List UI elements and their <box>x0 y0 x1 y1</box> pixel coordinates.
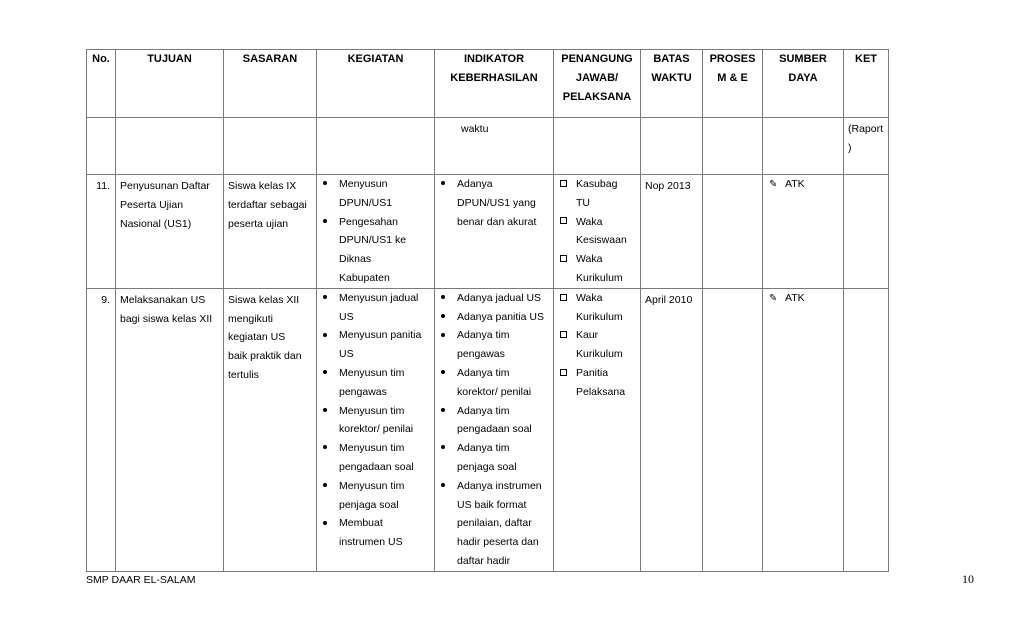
list-item-line: Kurikulum <box>576 310 623 323</box>
list-item-line: korektor/ penilai <box>457 385 532 398</box>
list-item-line: penilaian, daftar <box>457 517 532 530</box>
list-item-line: Kurikulum <box>576 271 623 284</box>
list-item <box>435 289 553 308</box>
cell-sumber <box>763 118 844 175</box>
bullet-list <box>317 289 434 552</box>
bullet-dot-icon <box>323 439 335 458</box>
cell-no <box>87 118 116 175</box>
list-item-line: Adanya tim <box>457 442 510 455</box>
list-item-line: Kaur <box>576 329 599 342</box>
header-proses: PROSES M & E <box>703 50 763 118</box>
checkbox-bullet-icon <box>560 213 572 232</box>
cell-indikator <box>435 288 554 571</box>
cell-kegiatan <box>317 288 435 571</box>
cell-tujuan <box>116 118 224 175</box>
list-item-line: US <box>339 310 354 323</box>
header-penanggung-jawab: PENANGUNG JAWAB/ PELAKSANA <box>554 50 641 118</box>
cell-indikator <box>435 175 554 289</box>
list-item-line: DPUN/US1 yang <box>457 196 536 209</box>
list-item-line: hadir peserta dan <box>457 536 539 549</box>
list-item <box>435 308 553 327</box>
text-line: Melaksanakan US <box>120 293 206 306</box>
list-item <box>317 289 434 327</box>
cell-proses <box>703 118 763 175</box>
list-item <box>317 213 434 288</box>
list-item <box>435 402 553 440</box>
list-item <box>317 477 434 515</box>
bullet-dot-icon <box>323 326 335 345</box>
list-item-line: Kesiswaan <box>576 234 627 247</box>
list-item-line: benar dan akurat <box>457 215 537 228</box>
cell-batas: Nop 2013 <box>641 175 703 289</box>
bullet-dot-icon <box>323 477 335 496</box>
list-item-line: US baik format <box>457 498 527 511</box>
ket-line: (Raport <box>848 123 884 135</box>
list-item <box>763 175 843 194</box>
cell-indikator: waktu <box>435 118 554 175</box>
text-line: peserta ujian <box>228 217 289 230</box>
list-item-line: DPUN/US1 <box>339 196 393 209</box>
text-line: kegiatan US <box>228 331 286 344</box>
cell-no: 11. <box>87 175 116 289</box>
cell-penanggung <box>554 288 641 571</box>
list-item-line: Adanya jadual US <box>457 291 542 304</box>
bullet-list <box>554 175 640 288</box>
list-item-line: pengawas <box>339 385 387 398</box>
lines <box>116 289 223 329</box>
cell-sasaran <box>224 118 317 175</box>
list-item-line: Menyusun jadual <box>339 291 419 304</box>
list-item-line: Diknas <box>339 253 372 266</box>
header-sumber-daya: SUMBER DAYA <box>763 50 844 118</box>
list-item <box>317 364 434 402</box>
text-line: tertulis <box>228 368 259 381</box>
list-item <box>554 364 640 402</box>
list-item-line: ATK <box>785 291 805 304</box>
cell-kegiatan <box>317 175 435 289</box>
list-item-line: Menyusun panitia <box>339 329 422 342</box>
list-item <box>554 175 640 213</box>
table-row <box>87 288 889 571</box>
list-item-line: Adanya tim <box>457 404 510 417</box>
list-item-line: Menyusun tim <box>339 366 405 379</box>
list-item-line: daftar hadir <box>457 554 511 567</box>
list-item-line: Pengesahan <box>339 215 398 228</box>
bullet-list <box>763 289 843 308</box>
bullet-dot-icon <box>441 477 453 496</box>
list-item-line: Adanya tim <box>457 329 510 342</box>
list-item-line: Kabupaten <box>339 271 390 284</box>
list-item-line: Kurikulum <box>576 348 623 361</box>
text-line: Siswa kelas IX <box>228 180 297 192</box>
bullet-dot-icon <box>323 402 335 421</box>
cell-batas: April 2010 <box>641 288 703 571</box>
list-item-line: DPUN/US1 ke <box>339 234 407 247</box>
bullet-dot-icon <box>323 213 335 232</box>
list-item <box>317 514 434 552</box>
list-item <box>435 175 553 231</box>
list-item <box>554 213 640 251</box>
list-item-line: Adanya instrumen <box>457 479 542 492</box>
list-item-line: Adanya panitia US <box>457 310 544 323</box>
list-item-line: TU <box>576 196 590 209</box>
bullet-dot-icon <box>441 364 453 383</box>
lines <box>116 175 223 233</box>
bullet-list <box>435 289 553 571</box>
cell-tujuan <box>116 288 224 571</box>
lines <box>224 175 316 233</box>
list-item <box>317 402 434 440</box>
program-table <box>86 49 889 572</box>
text-line: Siswa kelas XII <box>228 293 300 306</box>
list-item-line: Adanya <box>457 178 493 190</box>
text-line: Nasional (US1) <box>120 217 192 230</box>
list-item-line: Waka <box>576 215 603 228</box>
cell-ket <box>844 175 889 289</box>
list-item-line: pengawas <box>457 348 505 361</box>
list-item-line: pengadaan soal <box>457 423 532 436</box>
text-line: baik praktik dan <box>228 350 302 363</box>
ket-line: ) <box>848 141 852 154</box>
list-item <box>435 364 553 402</box>
list-item-line: Menyusun tim <box>339 404 405 417</box>
list-item <box>317 175 434 213</box>
table-row <box>87 118 889 175</box>
list-item <box>435 326 553 364</box>
cell-proses <box>703 288 763 571</box>
cell-sumber <box>763 288 844 571</box>
text-line: bagi siswa kelas XII <box>120 312 213 325</box>
header-kegiatan: KEGIATAN <box>317 50 435 118</box>
list-item-line: Waka <box>576 291 603 304</box>
cell-sasaran <box>224 288 317 571</box>
cell-kegiatan <box>317 118 435 175</box>
cell-sasaran <box>224 175 317 289</box>
list-item-line: Menyusun tim <box>339 479 405 492</box>
list-item <box>554 326 640 364</box>
bullet-dot-icon <box>441 439 453 458</box>
list-item-line: instrumen US <box>339 536 403 549</box>
table-row <box>87 175 889 289</box>
header-no: No. <box>87 50 116 118</box>
bullet-dot-icon <box>323 289 335 308</box>
cell-ket <box>844 288 889 571</box>
list-item-line: pengadaan soal <box>339 460 414 473</box>
checkbox-bullet-icon <box>560 289 572 308</box>
text-line: Penyusunan Daftar <box>120 180 210 192</box>
text-line: mengikuti <box>228 312 273 325</box>
footer-school-name: SMP DAAR EL-SALAM <box>86 574 196 586</box>
list-item-line: Kasubag <box>576 178 618 190</box>
bullet-dot-icon <box>441 402 453 421</box>
checkbox-bullet-icon <box>560 364 572 383</box>
list-item-line: penjaga soal <box>339 498 399 511</box>
bullet-dot-icon <box>323 364 335 383</box>
list-item-line: penjaga soal <box>457 460 517 473</box>
list-item-line: korektor/ penilai <box>339 423 414 436</box>
bullet-list <box>435 175 553 231</box>
cell-sumber <box>763 175 844 289</box>
header-tujuan: TUJUAN <box>116 50 224 118</box>
cell-penanggung <box>554 175 641 289</box>
list-item <box>554 289 640 327</box>
bullet-dot-icon <box>441 326 453 345</box>
bullet-list <box>554 289 640 402</box>
bullet-list <box>763 175 843 194</box>
list-item <box>763 289 843 308</box>
list-item <box>435 439 553 477</box>
checkbox-bullet-icon <box>560 250 572 269</box>
list-item-line: Pelaksana <box>576 385 626 398</box>
bullet-dot-icon <box>323 175 335 194</box>
header-indikator: INDIKATOR KEBERHASILAN <box>435 50 554 118</box>
cell-penanggung <box>554 118 641 175</box>
footer-page-number: 10 <box>962 572 974 586</box>
lines <box>224 289 316 385</box>
header-row <box>87 50 889 118</box>
bullet-dot-icon <box>441 308 453 327</box>
header-sasaran: SASARAN <box>224 50 317 118</box>
cell-ket <box>844 118 889 175</box>
list-item-line: ATK <box>785 178 805 190</box>
list-item <box>435 477 553 571</box>
bullet-list <box>317 175 434 288</box>
text-line: Peserta Ujian <box>120 198 184 211</box>
cell-tujuan <box>116 175 224 289</box>
list-item-line: Panitia <box>576 366 609 379</box>
list-item-line: Waka <box>576 253 603 266</box>
cell-no: 9. <box>87 288 116 571</box>
pencil-bullet-icon: ✎ <box>769 292 778 304</box>
cell-batas <box>641 118 703 175</box>
list-item <box>317 439 434 477</box>
list-item-line: Membuat <box>339 517 383 530</box>
list-item <box>554 250 640 288</box>
text-line: terdaftar sebagai <box>228 198 307 211</box>
checkbox-bullet-icon <box>560 175 572 194</box>
cell-proses <box>703 175 763 289</box>
list-item-line: US <box>339 348 354 361</box>
header-ket: KET <box>844 50 889 118</box>
bullet-dot-icon <box>323 514 335 533</box>
bullet-dot-icon <box>441 175 453 194</box>
list-item-line: Menyusun <box>339 178 388 190</box>
header-batas-waktu: BATAS WAKTU <box>641 50 703 118</box>
checkbox-bullet-icon <box>560 326 572 345</box>
bullet-dot-icon <box>441 289 453 308</box>
list-item-line: Menyusun tim <box>339 442 405 455</box>
pencil-bullet-icon: ✎ <box>769 179 778 190</box>
list-item <box>317 326 434 364</box>
list-item-line: Adanya tim <box>457 366 510 379</box>
